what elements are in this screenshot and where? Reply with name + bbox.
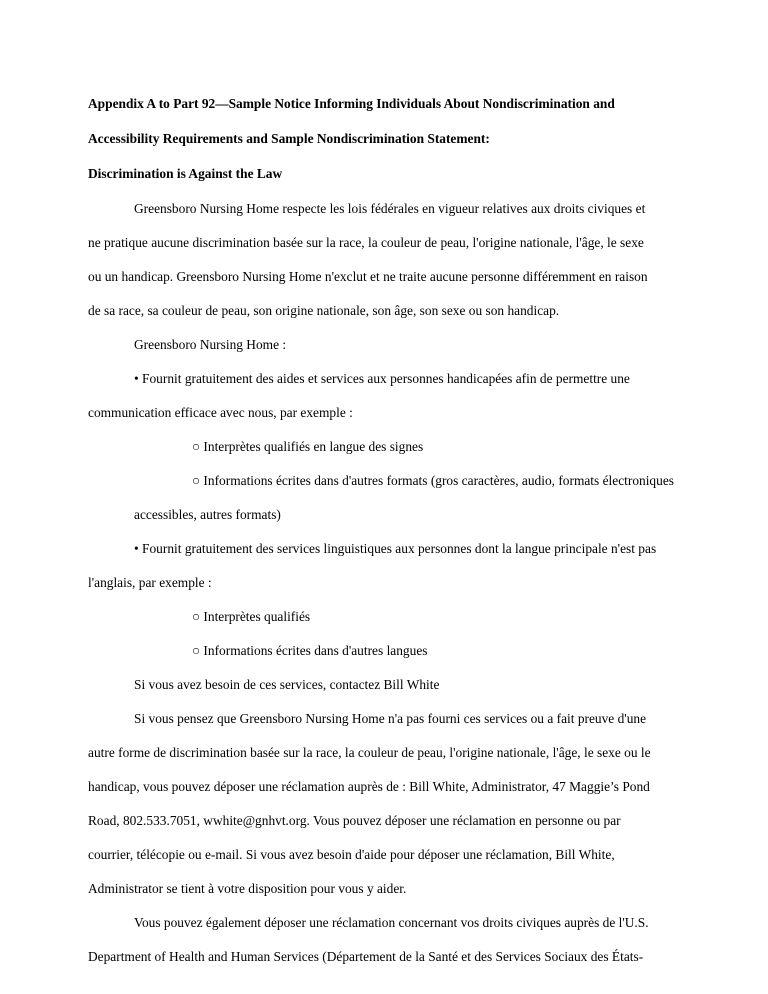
para1-line-4: de sa race, sa couleur de peau, son origine nationale, son âge, son sexe ou son handicap. (88, 303, 560, 318)
bullet2-line-2: l'anglais, par exemple : (88, 575, 212, 590)
sub2b: ○ Informations écrites dans d'autres langues (192, 643, 428, 658)
para2-line-5: courrier, télécopie ou e-mail. Si vous avez besoin d'aide pour déposer une réclamation, Bill White, (88, 847, 615, 862)
sub1a: ○ Interprètes qualifiés en langue des signes (192, 439, 424, 454)
sub2a: ○ Interprètes qualifiés (192, 609, 311, 624)
para1-line-2: ne pratique aucune discrimination basée sur la race, la couleur de peau, l'origine nationale, l'âge, le sexe (88, 235, 644, 250)
heading-line-1: Appendix A to Part 92—Sample Notice Informing Individuals About Nondiscrimination and (88, 96, 615, 111)
para1-line-3: ou un handicap. Greensboro Nursing Home n'exclut et ne traite aucune personne différemment en raison (88, 269, 648, 284)
para2-line-3: handicap, vous pouvez déposer une réclamation auprès de : Bill White, Administrator, 47 Maggie’s Pond (88, 779, 650, 794)
bullet2-line-1: • Fournit gratuitement des services linguistiques aux personnes dont la langue principale n'est pas (134, 541, 657, 556)
heading-line-2: Accessibility Requirements and Sample Nondiscrimination Statement: (88, 131, 490, 146)
para1-line-1: Greensboro Nursing Home respecte les lois fédérales en vigueur relatives aux droits civiques et (134, 201, 646, 216)
para2-line-1: Si vous pensez que Greensboro Nursing Home n'a pas fourni ces services ou a fait preuve d'une (134, 711, 647, 726)
sub1b-line-1: ○ Informations écrites dans d'autres formats (gros caractères, audio, formats électroniques (192, 473, 674, 488)
bullet1-line-2: communication efficace avec nous, par exemple : (88, 405, 353, 420)
subheading: Discrimination is Against the Law (88, 166, 283, 181)
contact-line: Si vous avez besoin de ces services, contactez Bill White (134, 677, 440, 692)
para2-line-2: autre forme de discrimination basée sur la race, la couleur de peau, l'origine nationale, l'âge, le sexe ou le (88, 745, 651, 760)
para2-line-6: Administrator se tient à votre disposition pour vous y aider. (88, 881, 407, 896)
para3-line-1: Vous pouvez également déposer une réclamation concernant vos droits civiques auprès de l'U.S. (134, 915, 649, 930)
sub1b-line-2: accessibles, autres formats) (134, 507, 281, 522)
para3-line-2: Department of Health and Human Services (Département de la Santé et des Services Sociaux des États- (88, 949, 644, 964)
para2-line-4: Road, 802.533.7051, wwhite@gnhvt.org. Vous pouvez déposer une réclamation en personne ou par (88, 813, 621, 828)
org-label: Greensboro Nursing Home : (134, 337, 287, 352)
bullet1-line-1: • Fournit gratuitement des aides et services aux personnes handicapées afin de permettre une (134, 371, 630, 386)
